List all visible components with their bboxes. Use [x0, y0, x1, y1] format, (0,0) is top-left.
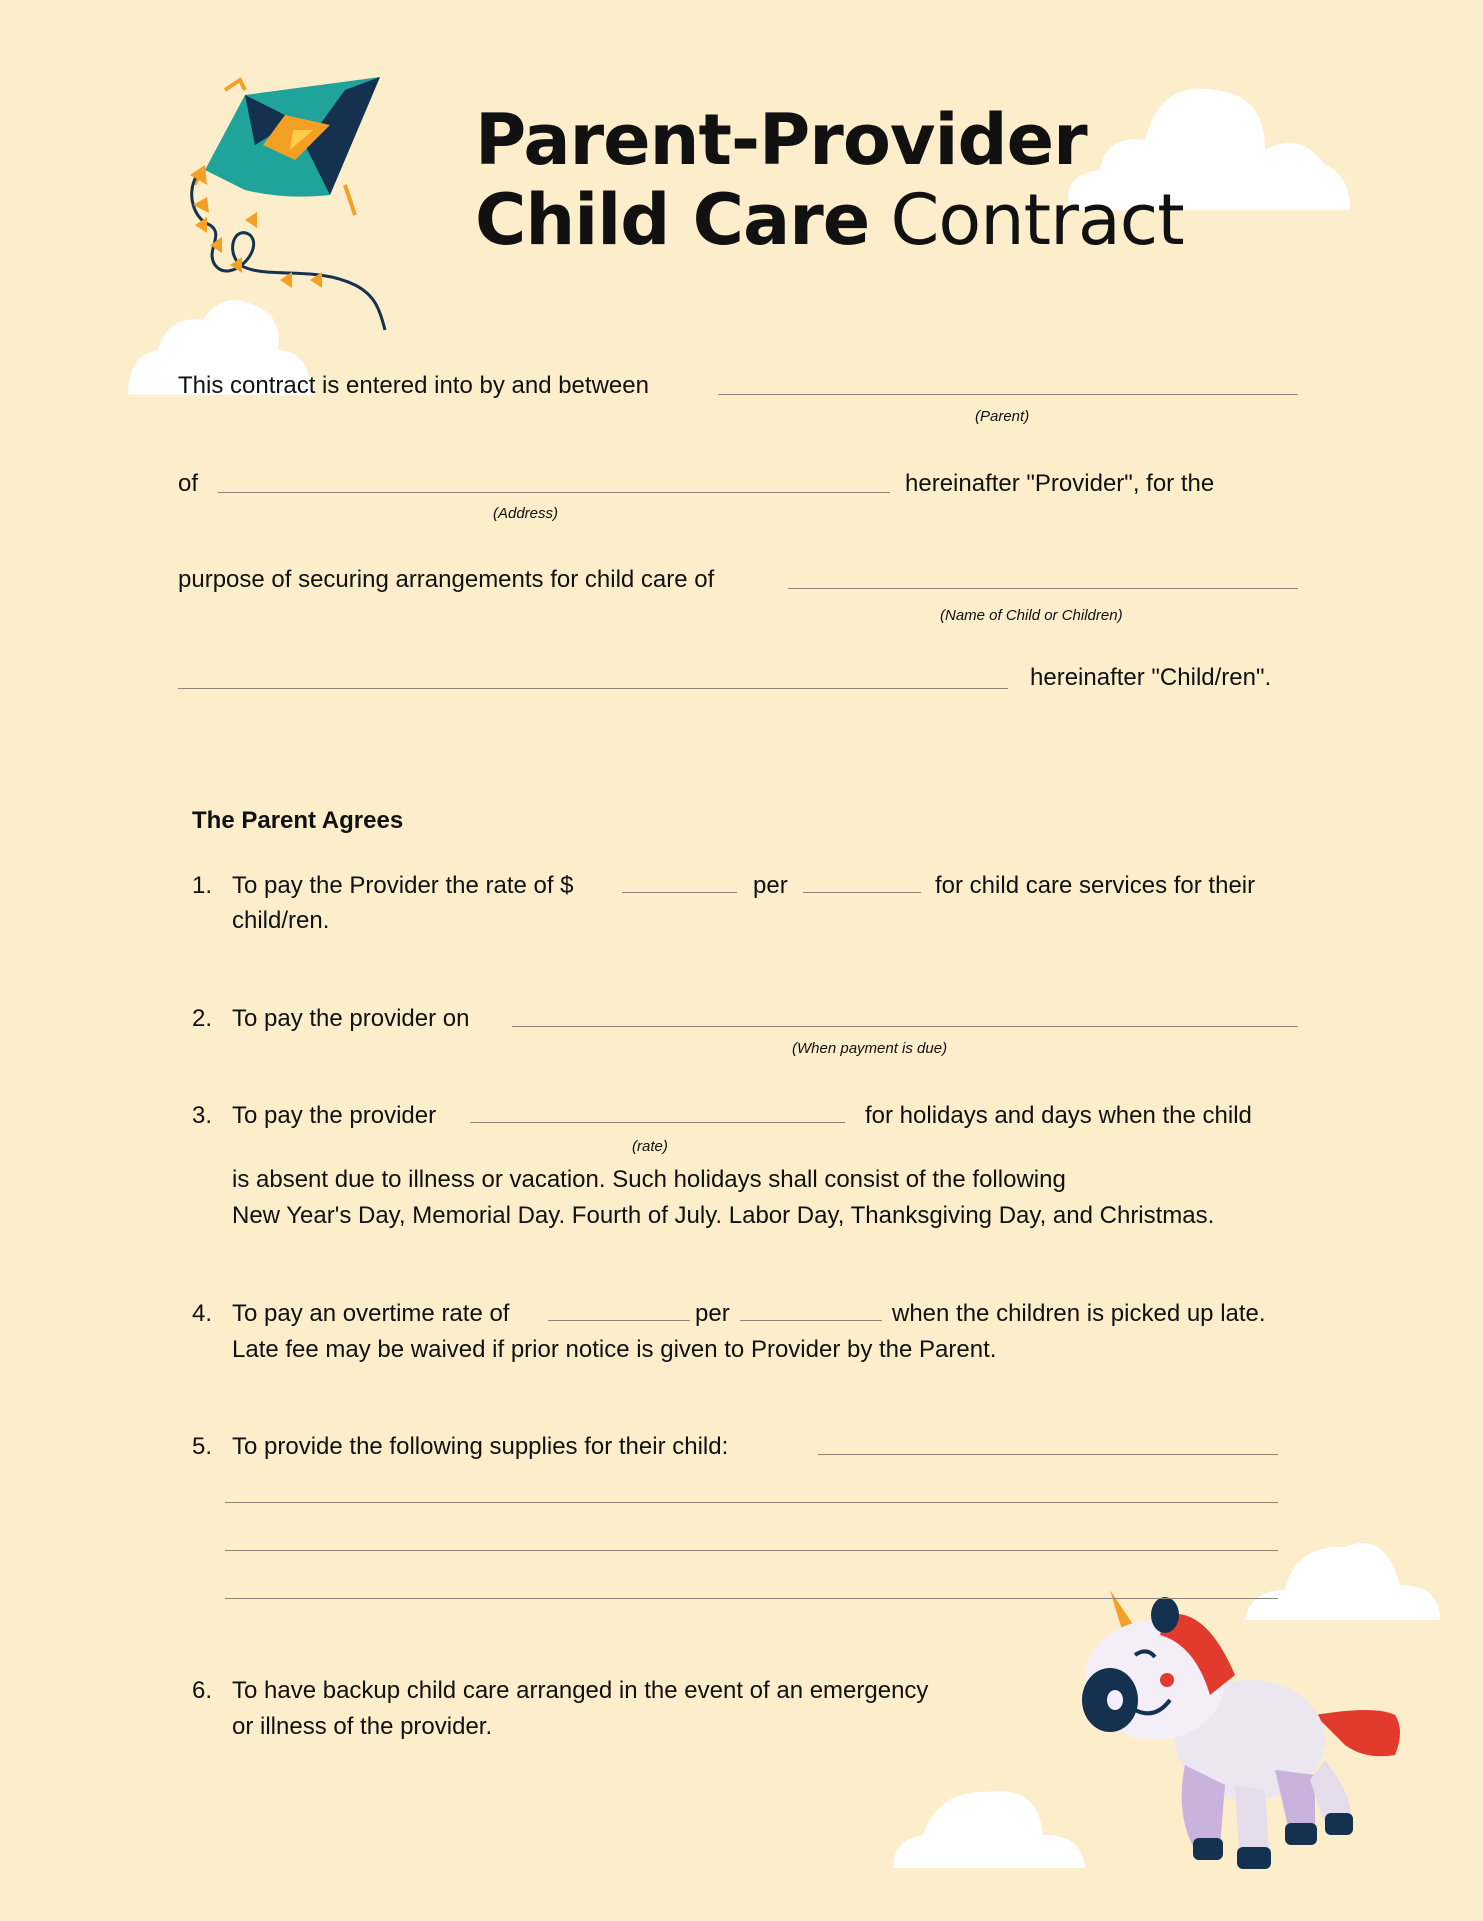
- supplies-field-4[interactable]: [225, 1598, 1278, 1599]
- item-1-text-b: per: [753, 872, 788, 899]
- contract-title: [475, 100, 1184, 260]
- unicorn-illustration: [1075, 1585, 1415, 1875]
- kite-illustration: [185, 75, 395, 335]
- children-caption: (Name of Child or Children): [940, 607, 1123, 624]
- item-3-text-b: for holidays and days when the child: [865, 1102, 1252, 1129]
- item-3-number: 3.: [192, 1102, 213, 1129]
- intro-text-2: hereinafter "Provider", for the: [905, 470, 1215, 497]
- title-line-1: Parent-Provider: [475, 99, 1087, 181]
- item-5-number: 5.: [192, 1433, 213, 1460]
- cloud-bottom-center-illustration: [893, 1770, 1093, 1870]
- address-caption: (Address): [493, 505, 559, 522]
- rate-period-field[interactable]: [803, 892, 921, 893]
- intro-text-3: purpose of securing arrangements for child care of: [178, 566, 715, 593]
- payment-due-caption: (When payment is due): [792, 1040, 948, 1057]
- section-heading: The Parent Agrees: [192, 807, 404, 834]
- overtime-period-field[interactable]: [740, 1320, 882, 1321]
- item-4-text-d: Late fee may be waived if prior notice is given to Provider by the Parent.: [232, 1336, 997, 1363]
- parent-name-field[interactable]: [718, 394, 1298, 395]
- child-name-field[interactable]: [788, 588, 1298, 589]
- item-4-text-a: To pay an overtime rate of: [232, 1300, 510, 1327]
- holiday-rate-field[interactable]: [470, 1122, 845, 1123]
- parent-caption: (Parent): [975, 408, 1030, 425]
- overtime-rate-field[interactable]: [548, 1320, 690, 1321]
- rate-amount-field[interactable]: [622, 892, 737, 893]
- item-3-text-d: New Year's Day, Memorial Day. Fourth of July. Labor Day, Thanksgiving Day, and Christmas.: [232, 1202, 1215, 1229]
- item-6-text-a: To have backup child care arranged in the event of an emergency: [232, 1677, 929, 1704]
- intro-text-of: of: [178, 470, 199, 497]
- item-5-text-a: To provide the following supplies for their child:: [232, 1433, 729, 1460]
- item-3-text-a: To pay the provider: [232, 1102, 437, 1129]
- intro-text-4: hereinafter "Child/ren".: [1030, 664, 1272, 691]
- item-2-text-a: To pay the provider on: [232, 1005, 470, 1032]
- item-1-text-a: To pay the Provider the rate of $: [232, 872, 574, 899]
- address-field[interactable]: [218, 492, 890, 493]
- title-line-2-light: Contract: [890, 179, 1184, 261]
- child-name-field-2[interactable]: [178, 688, 1008, 689]
- item-3-text-c: is absent due to illness or vacation. Such holidays shall consist of the following: [232, 1166, 1066, 1193]
- item-1-text-d: child/ren.: [232, 907, 330, 934]
- payment-due-field[interactable]: [512, 1026, 1298, 1027]
- item-4-number: 4.: [192, 1300, 213, 1327]
- item-1-number: 1.: [192, 872, 213, 899]
- item-4-text-c: when the children is picked up late.: [892, 1300, 1266, 1327]
- supplies-field-3[interactable]: [225, 1550, 1278, 1551]
- item-4-text-b: per: [695, 1300, 730, 1327]
- item-6-text-b: or illness of the provider.: [232, 1713, 493, 1740]
- item-2-number: 2.: [192, 1005, 213, 1032]
- item-1-text-c: for child care services for their: [935, 872, 1256, 899]
- rate-caption: (rate): [632, 1138, 668, 1155]
- supplies-field-2[interactable]: [225, 1502, 1278, 1503]
- title-line-2-bold: Child Care: [475, 179, 870, 261]
- intro-text-1: This contract is entered into by and between: [178, 372, 649, 399]
- supplies-field-1[interactable]: [818, 1454, 1278, 1455]
- item-6-number: 6.: [192, 1677, 213, 1704]
